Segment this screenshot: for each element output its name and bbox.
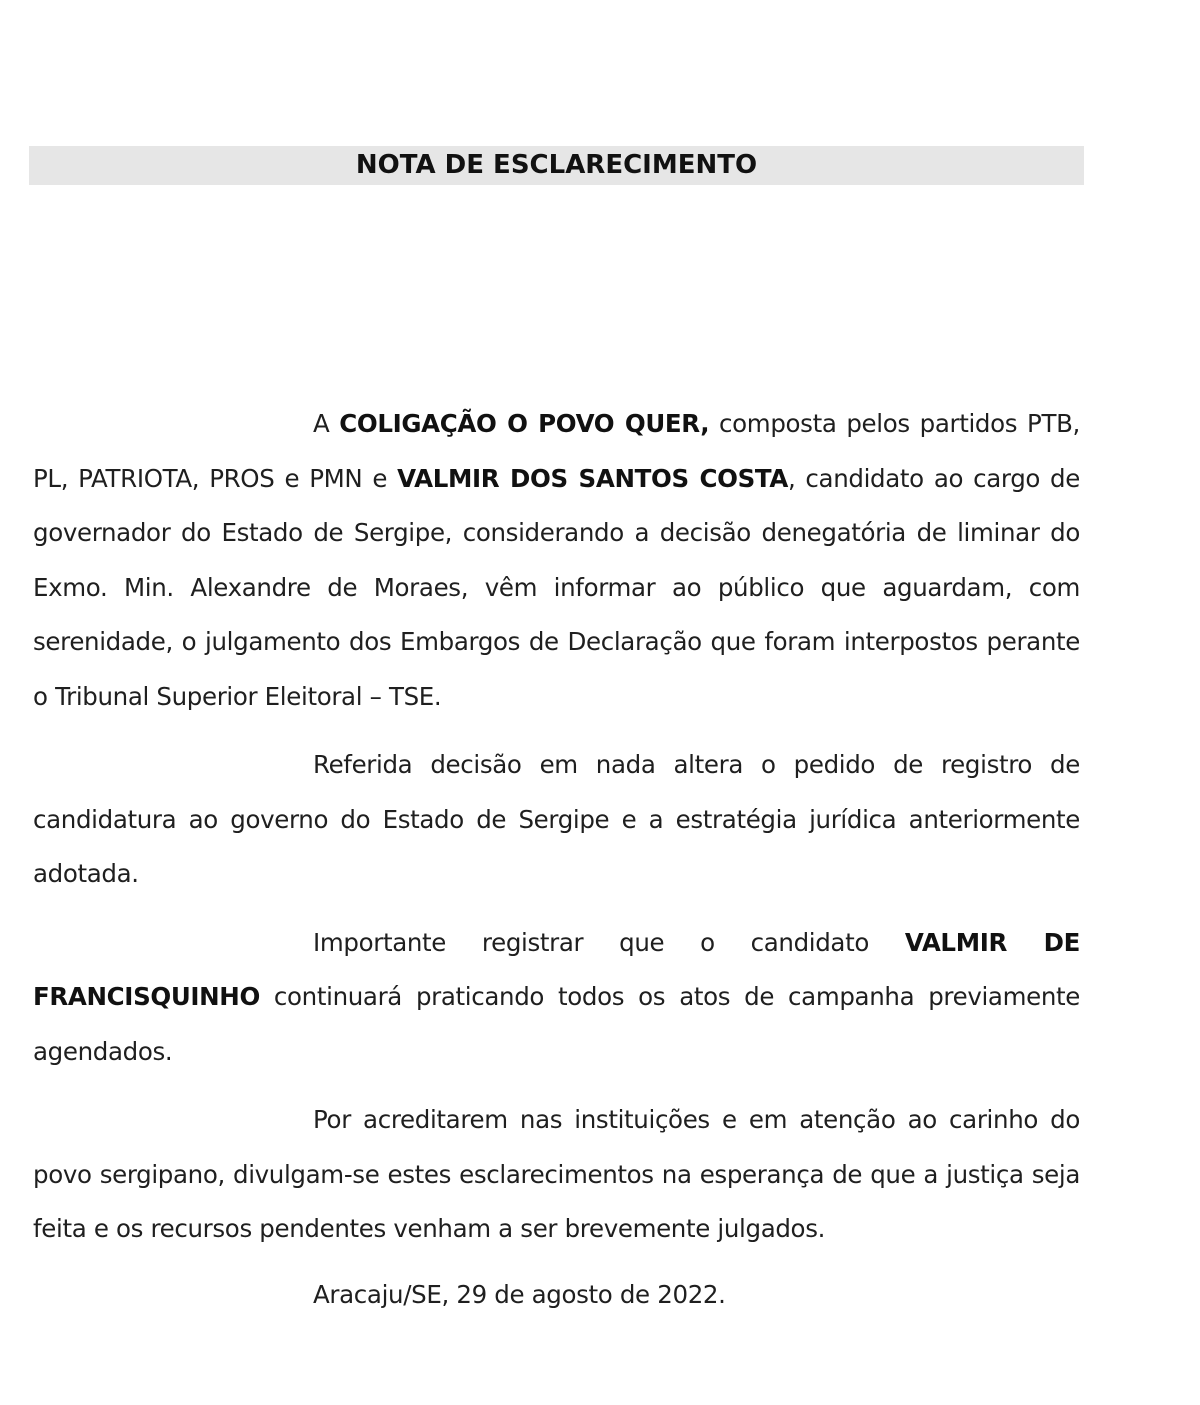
paragraph-1-mid: composta pelos partidos PTB, PL, PATRIOTA, PROS e PMN e — [33, 409, 1080, 493]
paragraph-2: Referida decisão em nada altera o pedido de registro de candidatura ao governo do Estado de Sergipe e a estratégia jurídica anteriormente adotada. — [33, 750, 1080, 888]
paragraph-3-tail: continuará praticando todos os atos de campanha previamente agendados. — [33, 982, 1080, 1066]
paragraph-1-tail: , candidato ao cargo de governador do Estado de Sergipe, considerando a decisão denegatória de liminar do Exmo. Min. Alexandre de Moraes, vêm informar ao público que aguardam, com serenidade, o julgamento dos Embargos de Declaração que foram interpostos perante o Tribunal Superior Eleitoral – TSE. — [33, 463, 1080, 711]
document-body — [33, 397, 1080, 1271]
candidate-full-name: VALMIR DOS SANTOS COSTA — [397, 463, 788, 493]
paragraph-1-lead: A — [313, 409, 340, 438]
candidate-nickname: VALMIR DE FRANCISQUINHO — [33, 927, 1080, 1011]
coalition-name: COLIGAÇÃO O POVO QUER, — [339, 409, 710, 438]
place-and-date: Aracaju/SE, 29 de agosto de 2022. — [313, 1280, 726, 1309]
title-banner — [29, 146, 1084, 185]
paragraph-3-lead: Importante registrar que o candidato — [313, 927, 905, 957]
paragraph-1 — [33, 397, 1080, 724]
document-title: NOTA DE ESCLARECIMENTO — [355, 150, 758, 180]
paragraph-3 — [33, 916, 1080, 1080]
paragraph-4: Por acreditarem nas instituições e em atenção ao carinho do povo sergipano, divulgam-se estes esclarecimentos na esperança de que a justiça seja feita e os recursos pendentes venham a ser brevemente julgados. — [33, 1105, 1080, 1243]
